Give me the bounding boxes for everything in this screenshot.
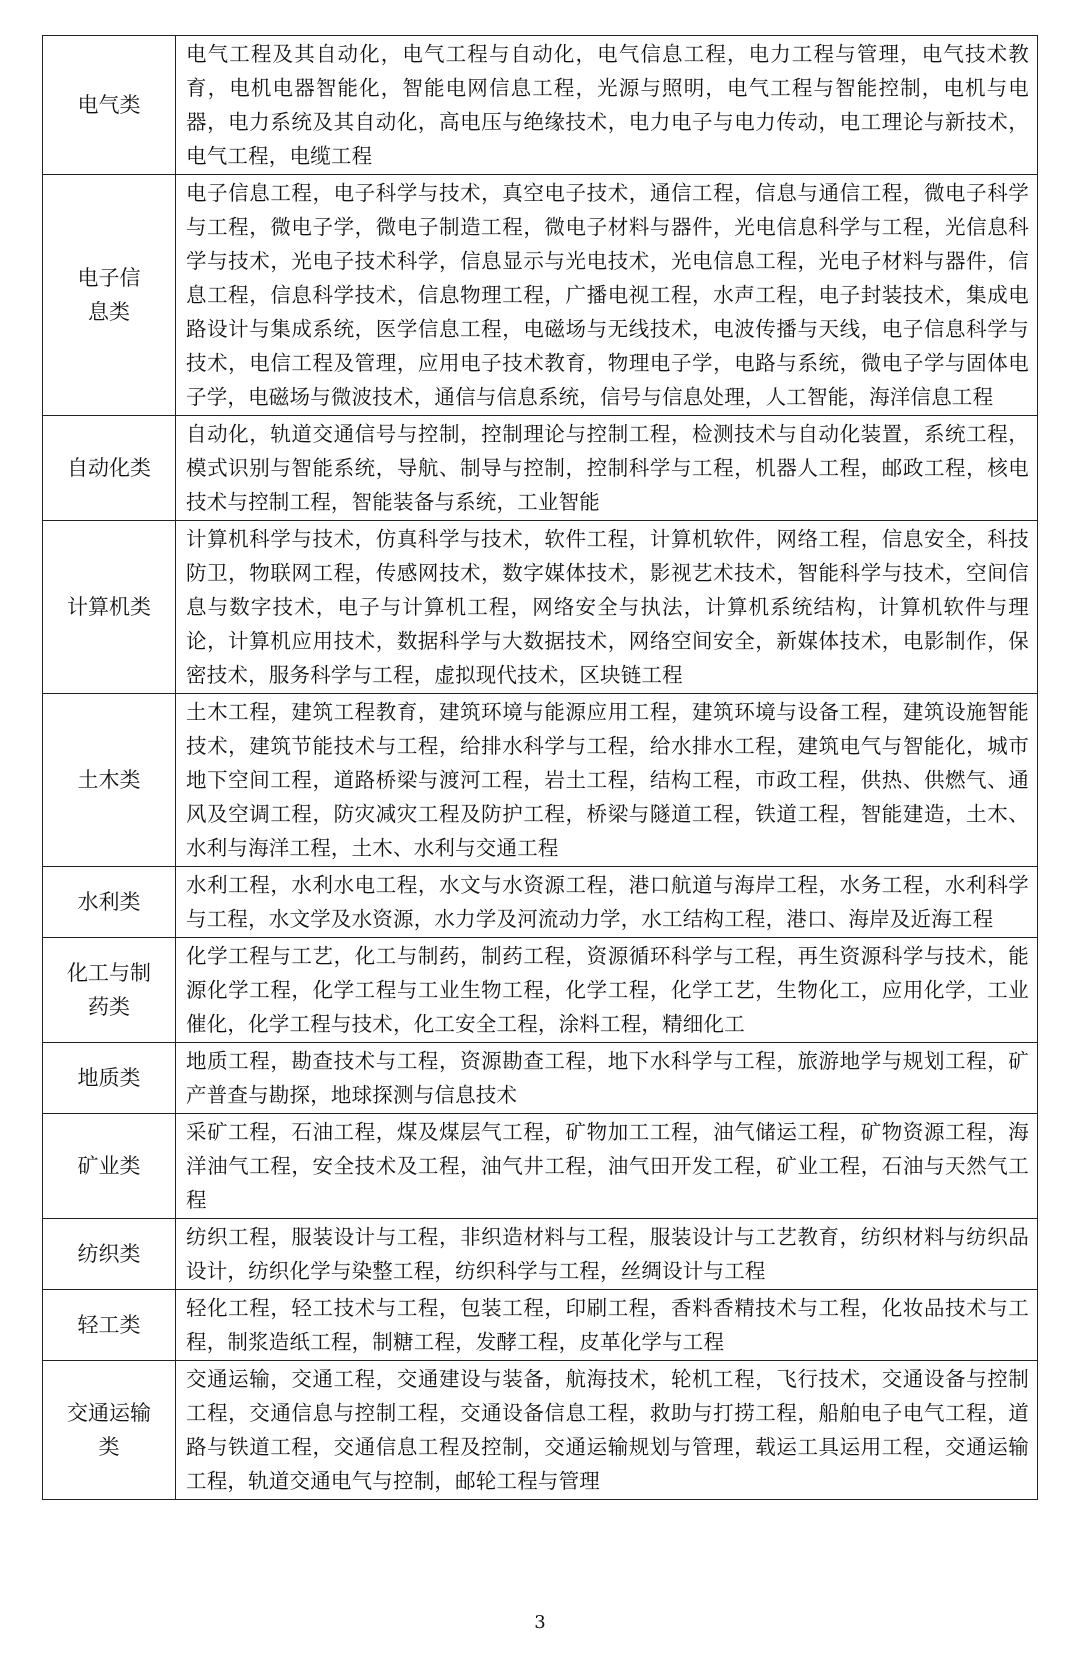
majors-cell: 化学工程与工艺，化工与制药，制药工程，资源循环科学与工程，再生资源科学与技术，能源化学工程，化学工程与工业生物工程，化学工程，化学工艺，生物化工，应用化学，工业催化，化学工程与技术，化工安全工程，涂料工程，精细化工	[176, 938, 1038, 1043]
majors-cell: 土木工程，建筑工程教育，建筑环境与能源应用工程，建筑环境与设备工程，建筑设施智能技术，建筑节能技术与工程，给排水科学与工程，给水排水工程，建筑电气与智能化，城市地下空间工程，道路桥梁与渡河工程，岩土工程，结构工程，市政工程，供热、供燃气、通风及空调工程，防灾减灾工程及防护工程，桥梁与隧道工程，铁道工程，智能建造，土木、水利与海洋工程，土木、水利与交通工程	[176, 694, 1038, 867]
majors-cell: 交通运输，交通工程，交通建设与装备，航海技术，轮机工程，飞行技术，交通设备与控制工程，交通信息与控制工程，交通设备信息工程，救助与打捞工程，船舶电子电气工程，道路与铁道工程，交通信息工程及控制，交通运输规划与管理，载运工具运用工程，交通运输工程，轨道交通电气与控制，邮轮工程与管理	[176, 1361, 1038, 1500]
category-cell: 水利类	[43, 867, 176, 938]
majors-cell: 轻化工程，轻工技术与工程，包装工程，印刷工程，香料香精技术与工程，化妆品技术与工程，制浆造纸工程，制糖工程，发酵工程，皮革化学与工程	[176, 1290, 1038, 1361]
category-cell	[43, 938, 176, 1043]
table-row	[43, 1043, 1038, 1114]
category-cell	[43, 1361, 176, 1500]
category-label: 电子信息类	[77, 266, 141, 324]
majors-cell: 地质工程，勘查技术与工程，资源勘查工程，地下水科学与工程，旅游地学与规划工程，矿产普查与勘探，地球探测与信息技术	[176, 1043, 1038, 1114]
document-page	[42, 35, 1038, 1500]
majors-table	[42, 35, 1038, 1500]
table-row	[43, 1219, 1038, 1290]
majors-cell: 电子信息工程，电子科学与技术，真空电子技术，通信工程，信息与通信工程，微电子科学与工程，微电子学，微电子制造工程，微电子材料与器件，光电信息科学与工程，光信息科学与技术，光电子技术科学，信息显示与光电技术，光电信息工程，光电子材料与器件，信息工程，信息科学技术，信息物理工程，广播电视工程，水声工程，电子封装技术，集成电路设计与集成系统，医学信息工程，电磁场与无线技术，电波传播与天线，电子信息科学与技术，电信工程及管理，应用电子技术教育，物理电子学，电路与系统，微电子学与固体电子学，电磁场与微波技术，通信与信息系统，信号与信息处理，人工智能，海洋信息工程	[176, 175, 1038, 416]
category-cell: 电气类	[43, 36, 176, 175]
category-cell	[43, 175, 176, 416]
majors-cell: 水利工程，水利水电工程，水文与水资源工程，港口航道与海岸工程，水务工程，水利科学与工程，水文学及水资源，水力学及河流动力学，水工结构工程，港口、海岸及近海工程	[176, 867, 1038, 938]
table-row	[43, 1361, 1038, 1500]
majors-cell: 采矿工程，石油工程，煤及煤层气工程，矿物加工工程，油气储运工程，矿物资源工程，海洋油气工程，安全技术及工程，油气井工程，油气田开发工程，矿业工程，石油与天然气工程	[176, 1114, 1038, 1219]
category-cell: 自动化类	[43, 416, 176, 521]
majors-cell: 电气工程及其自动化，电气工程与自动化，电气信息工程，电力工程与管理，电气技术教育，电机电器智能化，智能电网信息工程，光源与照明，电气工程与智能控制，电机与电器，电力系统及其自动化，高电压与绝缘技术，电力电子与电力传动，电工理论与新技术，电气工程，电缆工程	[176, 36, 1038, 175]
majors-cell: 自动化，轨道交通信号与控制，控制理论与控制工程，检测技术与自动化装置，系统工程，模式识别与智能系统，导航、制导与控制，控制科学与工程，机器人工程，邮政工程，核电技术与控制工程，智能装备与系统，工业智能	[176, 416, 1038, 521]
category-cell: 纺织类	[43, 1219, 176, 1290]
table-row	[43, 175, 1038, 416]
table-row	[43, 1290, 1038, 1361]
category-cell: 计算机类	[43, 521, 176, 694]
majors-cell: 纺织工程，服装设计与工程，非织造材料与工程，服装设计与工艺教育，纺织材料与纺织品设计，纺织化学与染整工程，纺织科学与工程，丝绸设计与工程	[176, 1219, 1038, 1290]
table-row	[43, 938, 1038, 1043]
table-row	[43, 416, 1038, 521]
table-row	[43, 521, 1038, 694]
majors-cell: 计算机科学与技术，仿真科学与技术，软件工程，计算机软件，网络工程，信息安全，科技防卫，物联网工程，传感网技术，数字媒体技术，影视艺术技术，智能科学与技术，空间信息与数字技术，电子与计算机工程，网络安全与执法，计算机系统结构，计算机软件与理论，计算机应用技术，数据科学与大数据技术，网络空间安全，新媒体技术，电影制作，保密技术，服务科学与工程，虚拟现代技术，区块链工程	[176, 521, 1038, 694]
category-cell: 轻工类	[43, 1290, 176, 1361]
table-row	[43, 36, 1038, 175]
category-label: 化工与制药类	[67, 961, 151, 1019]
category-cell: 地质类	[43, 1043, 176, 1114]
page-number: 3	[534, 1612, 546, 1633]
category-cell: 矿业类	[43, 1114, 176, 1219]
category-cell: 土木类	[43, 694, 176, 867]
table-row	[43, 1114, 1038, 1219]
table-row	[43, 694, 1038, 867]
category-label: 交通运输类	[67, 1401, 151, 1459]
table-row	[43, 867, 1038, 938]
